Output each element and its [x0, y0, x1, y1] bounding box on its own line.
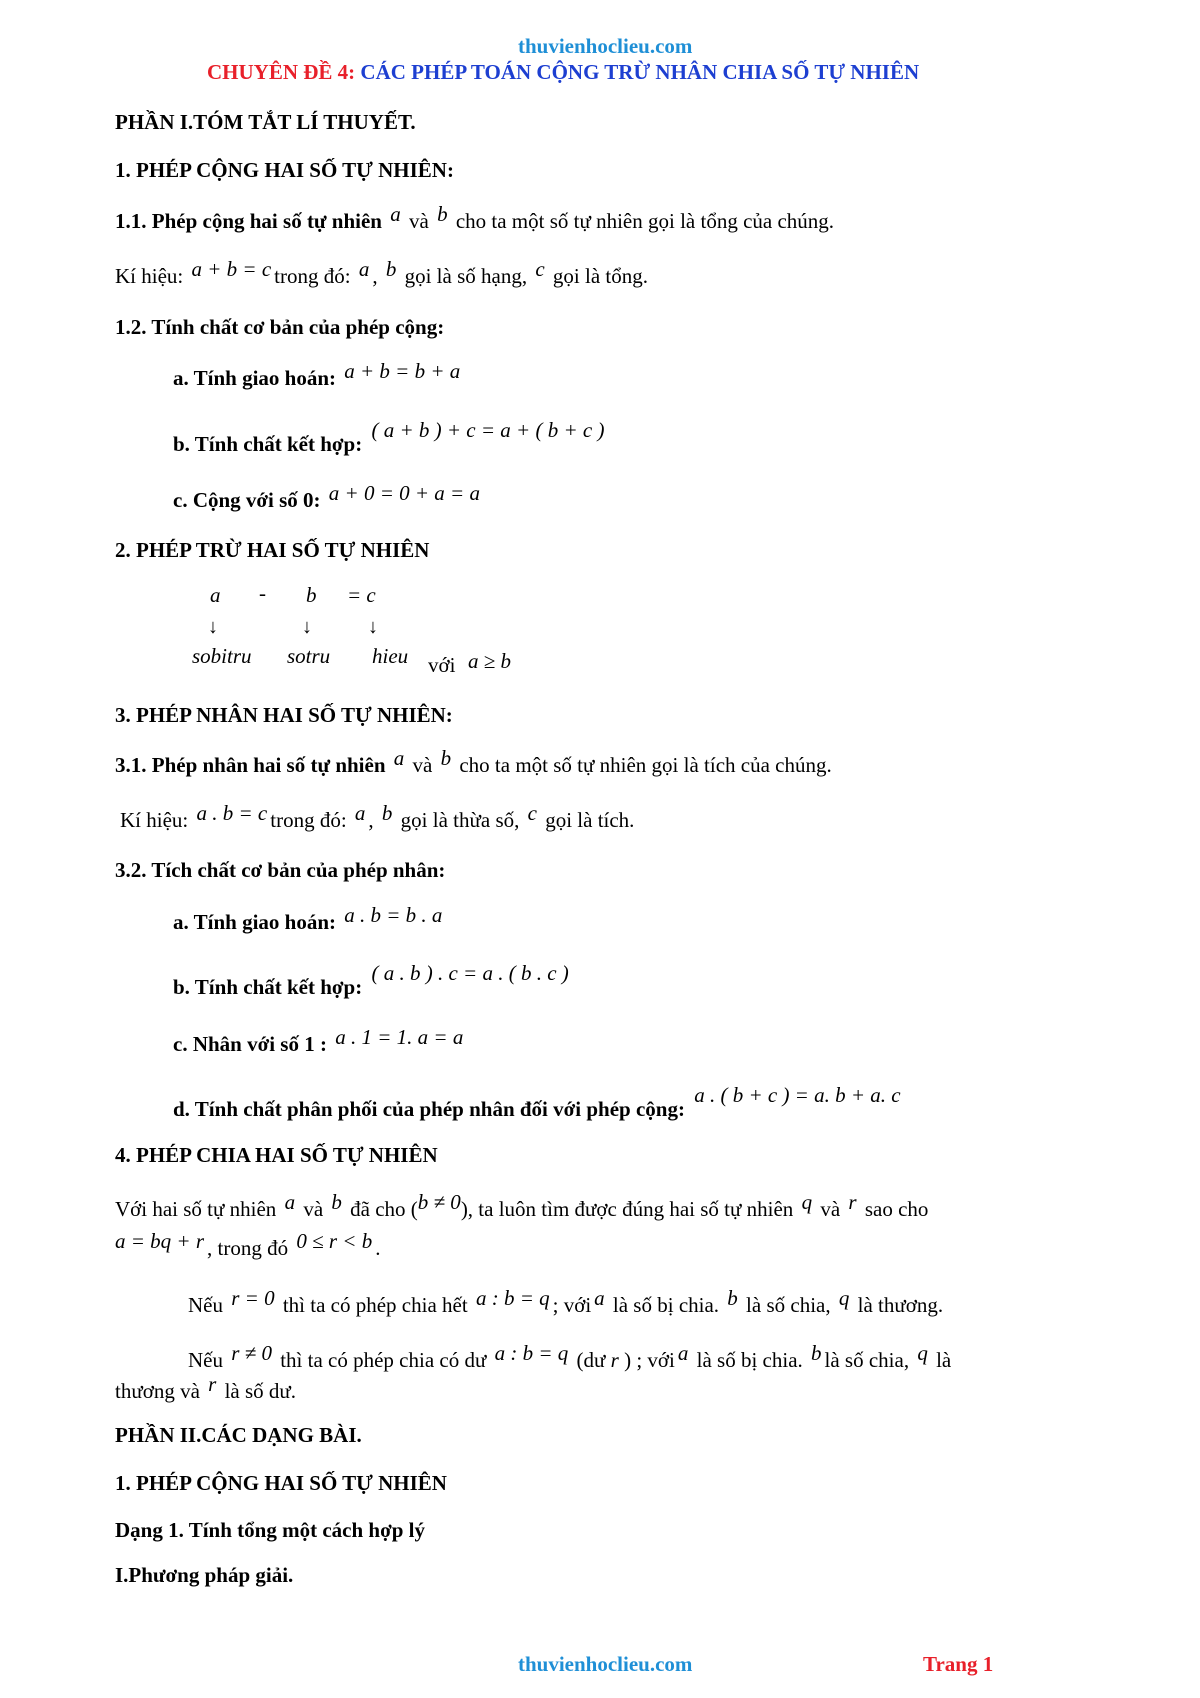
- prop-label: d. Tính chất phân phối của phép nhân đối với phép cộng:: [173, 1097, 685, 1121]
- sub-condition: a ≥ b: [468, 649, 512, 673]
- prop-expr: a + 0 = 0 + a = a: [328, 481, 480, 505]
- var-a: a: [358, 257, 370, 281]
- sub-eq: = c: [347, 583, 376, 607]
- s3-def-bold: 3.1. Phép nhân hai số tự nhiên: [115, 753, 386, 777]
- prop-label: b. Tính chất kết hợp:: [173, 432, 363, 456]
- var-b: b: [437, 202, 448, 226]
- p2-cond: 0 ≤ r < b: [296, 1229, 373, 1253]
- sub-b: b: [306, 583, 317, 607]
- notation-goi1: gọi là thừa số,: [400, 808, 520, 832]
- var-a: a: [393, 746, 405, 770]
- s1-definition: [115, 202, 835, 234]
- sc: là số chia,: [824, 1348, 910, 1372]
- notation-expr: a + b = c: [191, 257, 272, 281]
- thuong-va: thương và: [115, 1379, 200, 1403]
- var-a: a: [284, 1190, 296, 1214]
- notation-goi1: gọi là số hạng,: [404, 264, 528, 288]
- p2-expr: a = bq + r: [115, 1229, 205, 1253]
- mul-commutative: [173, 903, 445, 935]
- var-q: q: [838, 1286, 850, 1310]
- s1-def-rest: cho ta một số tự nhiên gọi là tổng của chúng.: [455, 209, 835, 233]
- prop-label: a. Tính giao hoán:: [173, 366, 337, 390]
- sub-a: a: [210, 583, 221, 607]
- text: thì ta có phép chia hết: [282, 1293, 468, 1317]
- var-r: r: [848, 1190, 857, 1214]
- add-associative: [173, 418, 605, 457]
- sub-minus: -: [259, 581, 266, 605]
- s3-definition: [115, 746, 832, 778]
- mul-distributive: [173, 1083, 901, 1122]
- add-zero: [173, 481, 483, 513]
- neu: Nếu: [188, 1293, 223, 1317]
- var-c: c: [535, 257, 545, 281]
- var-a: a: [390, 202, 401, 226]
- word-va: và: [820, 1197, 841, 1221]
- sc: là số chia,: [746, 1293, 831, 1317]
- notation-label: Kí hiệu:: [120, 808, 189, 832]
- p1-bne0: b ≠ 0: [417, 1190, 461, 1214]
- du: (dư: [576, 1348, 606, 1372]
- prop-label: c. Nhân với số 1 :: [173, 1032, 327, 1056]
- header-site[interactable]: thuvienhoclieu.com: [518, 34, 693, 58]
- s4-remainder-line2: [115, 1372, 297, 1404]
- ppg-heading: I.Phương pháp giải.: [115, 1563, 294, 1587]
- down-arrow-icon: ↓: [302, 616, 312, 638]
- sbc: là số bị chia.: [612, 1293, 720, 1317]
- prop-expr: a . ( b + c ) = a. b + a. c: [694, 1083, 901, 1107]
- notation-goi2: gọi là tổng.: [552, 264, 648, 288]
- prop-expr: a + b = b + a: [344, 359, 461, 383]
- var-a: a: [677, 1341, 689, 1365]
- down-arrow-icon: ↓: [368, 616, 378, 638]
- p2-trongdo: , trong đó: [207, 1236, 289, 1260]
- var-b: b: [727, 1286, 738, 1310]
- var-q: q: [917, 1341, 928, 1365]
- s1-def-bold: 1.1. Phép cộng hai số tự nhiên: [115, 209, 382, 233]
- down-arrow-icon: ↓: [208, 616, 218, 638]
- cond: r ≠ 0: [231, 1341, 272, 1365]
- p1-saocho: sao cho: [864, 1197, 929, 1221]
- p2-dot: .: [375, 1236, 381, 1260]
- var-r: r: [208, 1372, 217, 1396]
- var-a: a: [354, 801, 366, 825]
- var-b: b: [331, 1190, 342, 1214]
- p1-a: Với hai số tự nhiên: [115, 1197, 277, 1221]
- th: là thương.: [857, 1293, 944, 1317]
- expr: a : b = q: [475, 1286, 550, 1310]
- notation-expr: a . b = c: [196, 801, 268, 825]
- s1-notation: Kí hiệu: a + b = c trong đó: a , b gọi là số hạng, c gọi là tổng.: [115, 257, 648, 288]
- notation-label: Kí hiệu:: [115, 264, 184, 288]
- expr: a : b = q: [494, 1341, 569, 1365]
- part1-heading: PHẦN I.TÓM TẮT LÍ THUYẾT.: [115, 110, 416, 134]
- text: thì ta có phép chia có dư: [280, 1348, 487, 1372]
- s4-para2: [115, 1229, 381, 1261]
- s2-heading: 2. PHÉP TRỪ HAI SỐ TỰ NHIÊN: [115, 538, 430, 562]
- sbc: là số bị chia.: [696, 1348, 803, 1372]
- document-title: [207, 60, 919, 85]
- page-number: Trang 1: [923, 1652, 994, 1676]
- word-va: và: [412, 753, 433, 777]
- s4-remainder: [188, 1341, 952, 1373]
- var-a: a: [594, 1286, 605, 1310]
- footer-site[interactable]: thuvienhoclieu.com: [518, 1652, 693, 1676]
- s1-heading: 1. PHÉP CỘNG HAI SỐ TỰ NHIÊN:: [115, 158, 454, 182]
- s4-heading: 4. PHÉP CHIA HAI SỐ TỰ NHIÊN: [115, 1143, 438, 1167]
- prop-expr: a . 1 = 1. a = a: [335, 1025, 464, 1049]
- notation-trongdo: trong đó:: [270, 808, 347, 832]
- s3-heading: 3. PHÉP NHÂN HAI SỐ TỰ NHIÊN:: [115, 703, 453, 727]
- part2-sub1: 1. PHÉP CỘNG HAI SỐ TỰ NHIÊN: [115, 1471, 447, 1495]
- du-end: ) ; với: [624, 1348, 675, 1372]
- s32-heading: 3.2. Tích chất cơ bản của phép nhân:: [115, 858, 446, 882]
- word-va: và: [303, 1197, 324, 1221]
- p1-dacho: đã cho (: [350, 1197, 418, 1221]
- notation-trongdo: trong đó:: [274, 264, 351, 288]
- label-minuend: sobitru: [192, 644, 252, 668]
- la: là: [936, 1348, 952, 1372]
- s4-para1: [115, 1190, 929, 1222]
- notation-goi2: gọi là tích.: [545, 808, 635, 832]
- label-difference: hieu: [372, 644, 409, 668]
- s3-def-rest: cho ta một số tự nhiên gọi là tích của chúng.: [459, 753, 832, 777]
- neu: Nếu: [188, 1348, 223, 1372]
- prop-expr: ( a + b ) + c = a + ( b + c ): [371, 418, 605, 442]
- mul-one: [173, 1025, 466, 1057]
- var-b: b: [381, 801, 393, 825]
- title-main: CÁC PHÉP TOÁN CỘNG TRỪ NHÂN CHIA SỐ TỰ NHIÊN: [360, 60, 920, 84]
- prop-expr: a . b = b . a: [344, 903, 443, 927]
- s3-notation: Kí hiệu: a . b = c trong đó: a , b gọi là thừa số, c gọi là tích.: [120, 801, 635, 832]
- s4-divisible: [188, 1286, 944, 1318]
- prop-label: a. Tính giao hoán:: [173, 910, 337, 934]
- label-subtrahend: sotru: [287, 644, 331, 668]
- s12-heading: 1.2. Tính chất cơ bản của phép cộng:: [115, 315, 445, 339]
- var-b: b: [811, 1341, 822, 1365]
- var-b: b: [385, 257, 397, 281]
- word-voi: với: [428, 653, 456, 677]
- add-commutative: [173, 359, 463, 391]
- prop-label: c. Cộng với số 0:: [173, 488, 321, 512]
- mul-associative: [173, 961, 569, 1000]
- var-b: b: [440, 746, 452, 770]
- part2-heading: PHẦN II.CÁC DẠNG BÀI.: [115, 1423, 362, 1447]
- title-prefix: CHUYÊN ĐỀ 4:: [207, 60, 356, 84]
- word-va: và: [408, 209, 429, 233]
- prop-expr: ( a . b ) . c = a . ( b . c ): [371, 961, 569, 985]
- dang1-heading: Dạng 1. Tính tổng một cách hợp lý: [115, 1518, 425, 1542]
- la-so-du: là số dư.: [224, 1379, 297, 1403]
- var-q: q: [801, 1190, 813, 1214]
- cond: r = 0: [231, 1286, 275, 1310]
- var-r: r: [610, 1348, 619, 1372]
- prop-label: b. Tính chất kết hợp:: [173, 975, 363, 999]
- p1-rest: ), ta luôn tìm được đúng hai số tự nhiên: [460, 1197, 794, 1221]
- voi: ; với: [552, 1293, 592, 1317]
- var-c: c: [527, 801, 537, 825]
